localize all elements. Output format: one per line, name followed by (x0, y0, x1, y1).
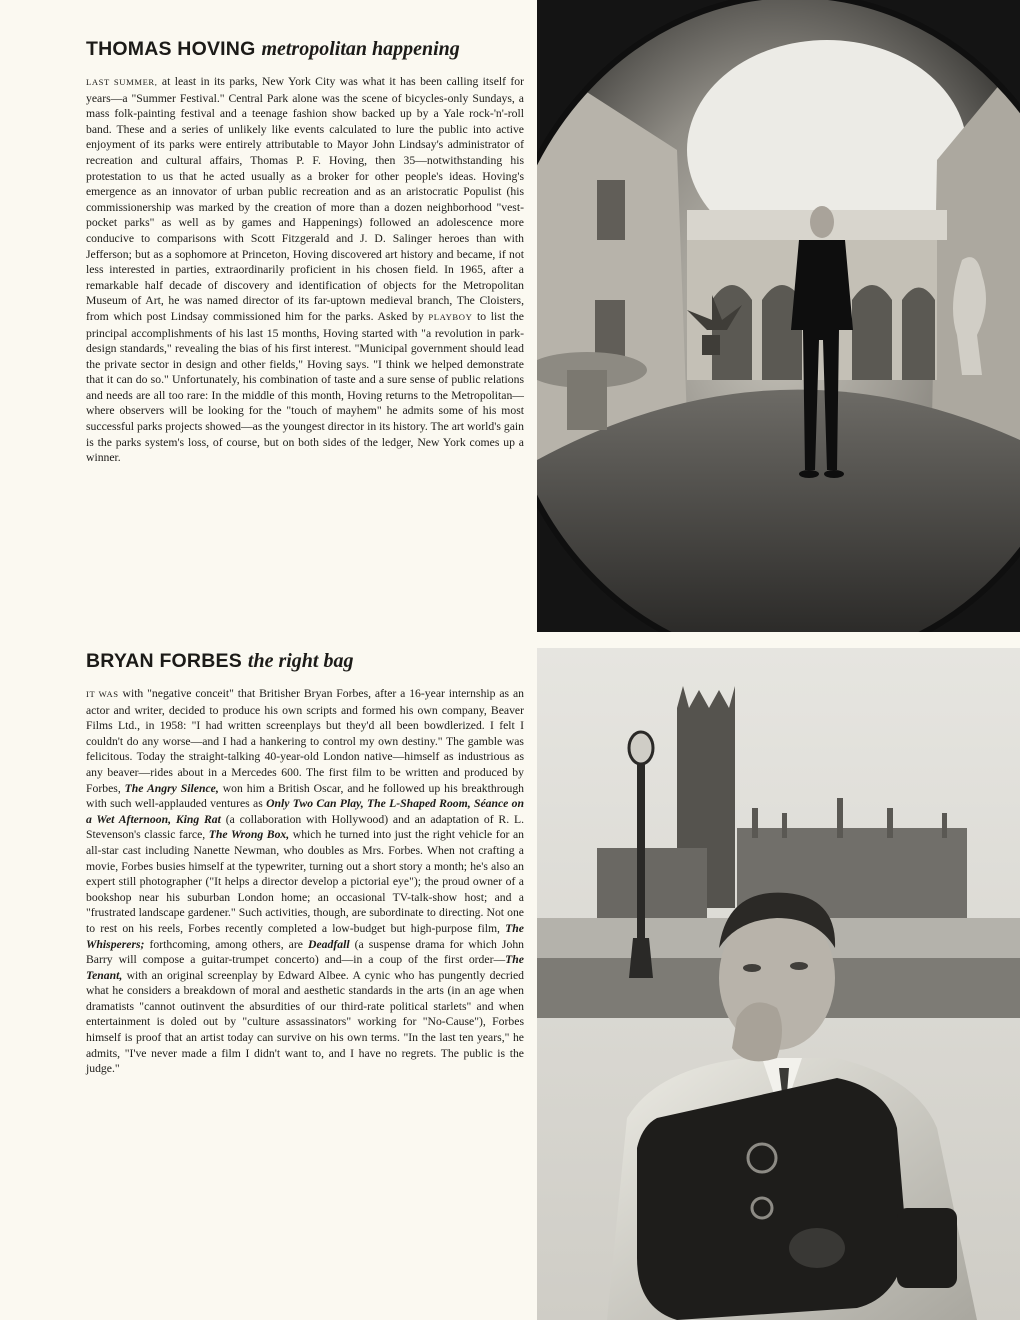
article-bryan-forbes (86, 648, 524, 1077)
body-run: with "negative conceit" that Britisher Bryan Forbes, after a 16-year internship as an actor and writer, decided to produce his own scripts and formed his own company, Beaver Films Ltd., in 1958: "I had written screenplays but they'd all been bowdlerized. I felt I couldn't do any worse—and I had a hankering to control my own destiny." The gamble was felicitous. Today the straight-talking 40-year-old London native—himself as industrious as any beaver—rides about in a Mercedes 600. The first film to be written and produced by Forbes, (86, 687, 524, 795)
body-run: with an original screenplay by Edward Albee. A cynic who has pungently decried what he considers a breakdown of moral and aesthetic standards in the arts (in an age when dramatists "cannot outinvent the absurdities of our third-rate political starlets" and when entertainment is doled out by "culture assassinators" working for "No-Cause"), Forbes himself is proof that an artist today can survive on his own terms. "In the last ten years," he admits, "I've never made a film I didn't want to, and I have no regrets. The public is the judge." (86, 968, 525, 1076)
body-run: at least in its parks, New York City was what it has been calling itself for years—a "Summer Festival." Central Park alone was the scene of bicycles-only Sundays, a mass folk-painting festival and a teenage fashion show backed up by a Yale rock-'n'-roll band. These and a series of unlikely like events calculated to lure the public into active enjoyment of its parks were entirely attributable to Mayor John Lindsay's administrator of recreation and cultural affairs, Thomas P. F. Hoving, then 35—notwithstanding his protestation to us that he acted usually as a broker for other people's ideas. Hoving's emergence as an innovator of urban public recreation and as an aristocratic Populist (his commissionership was marked by the creation of more than a dozen neighborhood "vest-pocket parks" as well as by games and Happenings) followed an adolescence more conducive to comparisons with Scott Fitzgerald and J. D. Salinger heroes than with Jefferson; but as a sophomore at Princeton, Hoving discovered art history and became, if not less interested in parties, extraordinarily proficient in his chosen field. In 1965, after a remarkable half decade of discovery and identification of objects for the Metropolitan Museum of Art, he was named director of its far-uptown medieval branch, The Cloisters, from which post Lindsay commissioned him for the parks. Asked by (86, 75, 525, 323)
body-run: (a suspense drama for which John Barry will compose a guitar-trumpet concerto) and—in a coup of the first order— (86, 937, 525, 967)
headline-tagline: the right bag (247, 650, 354, 672)
photo-forbes (537, 648, 1020, 1320)
film-title: The Whisperers; (86, 921, 524, 951)
body-run: won him a British Oscar, and he followed up his breakthrough with such well-applauded ventures as (86, 781, 525, 811)
article-thomas-hoving (86, 36, 524, 466)
body-run: forthcoming, among others, are (149, 937, 303, 951)
lead-in: LAST SUMMER, (86, 77, 158, 87)
headline-name: BRYAN FORBES (86, 650, 242, 672)
hoving-courtyard-fisheye-photo (537, 0, 1020, 632)
headline-name: THOMAS HOVING (86, 38, 256, 60)
lead-in: IT WAS (86, 689, 119, 699)
film-title: The Tenant, (86, 953, 524, 982)
article-headline (86, 648, 524, 672)
body-run: which he turned into just the right vehicle for an all-star cast including Nanette Newman, who doubles as Mrs. Forbes. When not crafting a movie, Forbes busies himself at the typewriter, turning out a short story a month; he's also an expert still photographer ("It helps a director develop a pictorial eye"); the proud owner of a bookshop near his suburban London home; an occasional TV-talk-show host; and a "frustrated landscape gardener." Such activities, though, are subordinate to directing. Not one to rest on his reels, Forbes recently completed a low-budget but high-purpose film, (86, 828, 525, 935)
film-title: Only Two Can Play, The L-Shaped Room, Séance on a Wet Afternoon, King Rat (86, 797, 525, 826)
film-title: Deadfall (308, 937, 350, 951)
magazine-name: PLAYBOY (428, 311, 473, 322)
article-body (86, 74, 524, 466)
body-run: (a collaboration with Hollywood) and an adaptation of R. L. Stevenson's classic farce, (86, 812, 525, 842)
film-title: The Angry Silence, (124, 781, 219, 795)
photo-hoving (537, 0, 1020, 632)
headline-tagline: metropolitan happening (261, 38, 460, 60)
article-headline (86, 36, 524, 60)
article-body (86, 686, 524, 1077)
forbes-with-camera-parliament-photo (537, 648, 1020, 1320)
film-title: The Wrong Box, (208, 828, 290, 842)
body-run: to list the principal accomplishments of his last 15 months, Hoving started with "a revolution in park-design standards," revealing the bias of his first interest. "Municipal government should lead the private sector in design and other fields," Hoving says. "I think we helped demonstrate that it can do so." Unfortunately, his combination of taste and a sure sense of public relations and needs are all too rare: In the middle of this month, Hoving returns to the Metropolitan—where observers will be looking for the "touch of mayhem" he admits some of his most successful parks projects showed—as the youngest director in its history. The art world's gain is the parks system's loss, of course, but on both sides of the ledger, New York comes up a winner. (86, 309, 524, 465)
